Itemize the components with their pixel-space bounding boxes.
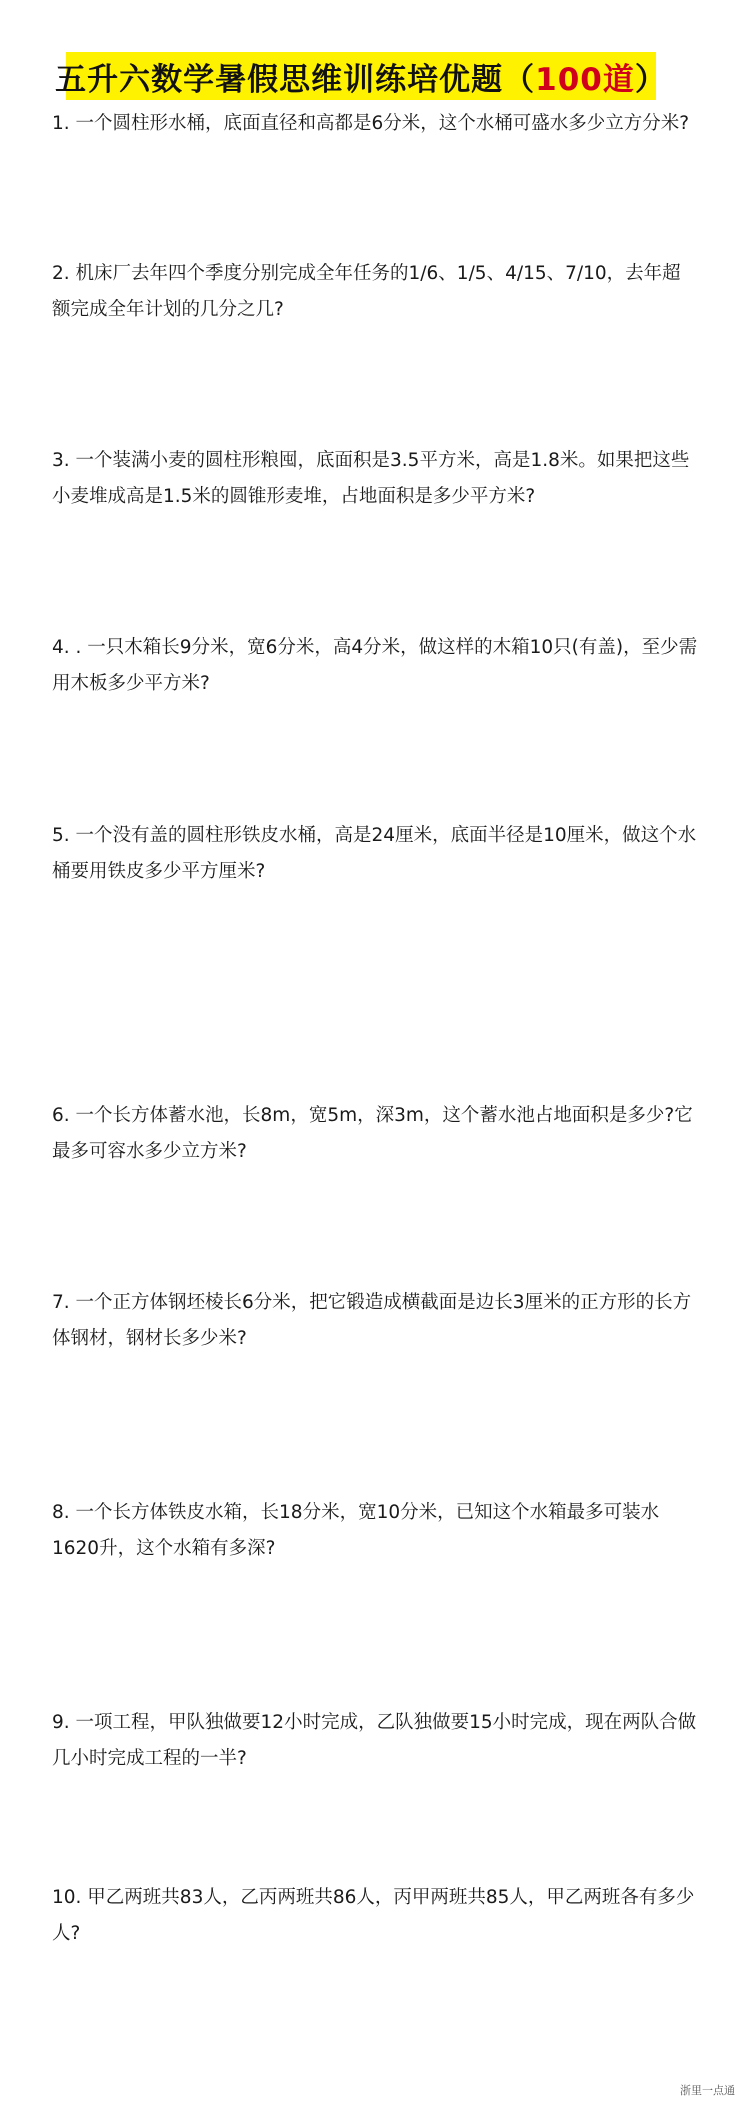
page-title-highlight: 100道 [535, 61, 635, 98]
question-10: 10. 甲乙两班共83人，乙丙两班共86人，丙甲两班共85人，甲乙两班各有多少人? [52, 1887, 695, 1944]
question-5: 5. 一个没有盖的圆柱形铁皮水桶，高是24厘米，底面半径是10厘米，做这个水桶要用铁皮多少平方厘米? [52, 825, 697, 882]
page-title-end: ） [634, 61, 667, 98]
watermark: 浙里一点通 [680, 2084, 735, 2097]
question-7: 7. 一个正方体钢坯棱长6分米，把它锻造成横截面是边长3厘米的正方形的长方体钢材，钢材长多少米? [52, 1292, 692, 1349]
question-8: 8. 一个长方体铁皮水箱，长18分米，宽10分米，已知这个水箱最多可装水1620升，这个水箱有多深? [52, 1502, 660, 1559]
page-title [55, 52, 667, 100]
question-6: 6. 一个长方体蓄水池，长8m，宽5m，深3m，这个蓄水池占地面积是多少?它最多可容水多少立方米? [52, 1105, 693, 1162]
question-2: 2. 机床厂去年四个季度分别完成全年任务的1/6、1/5、4/15、7/10，去年超额完成全年计划的几分之几? [52, 263, 681, 320]
question-1: 1. 一个圆柱形水桶，底面直径和高都是6分米，这个水桶可盛水多少立方分米? [52, 113, 690, 134]
question-9: 9. 一项工程，甲队独做要12小时完成，乙队独做要15小时完成，现在两队合做几小时完成工程的一半? [52, 1712, 697, 1769]
page-title-main: 五升六数学暑假思维训练培优题（ [55, 61, 536, 98]
question-4: 4. . 一只木箱长9分米，宽6分米，高4分米，做这样的木箱10只(有盖)，至少需用木板多少平方米? [52, 637, 698, 694]
question-3: 3. 一个装满小麦的圆柱形粮囤，底面积是3.5平方米，高是1.8米。如果把这些小麦堆成高是1.5米的圆锥形麦堆，占地面积是多少平方米? [52, 450, 690, 507]
